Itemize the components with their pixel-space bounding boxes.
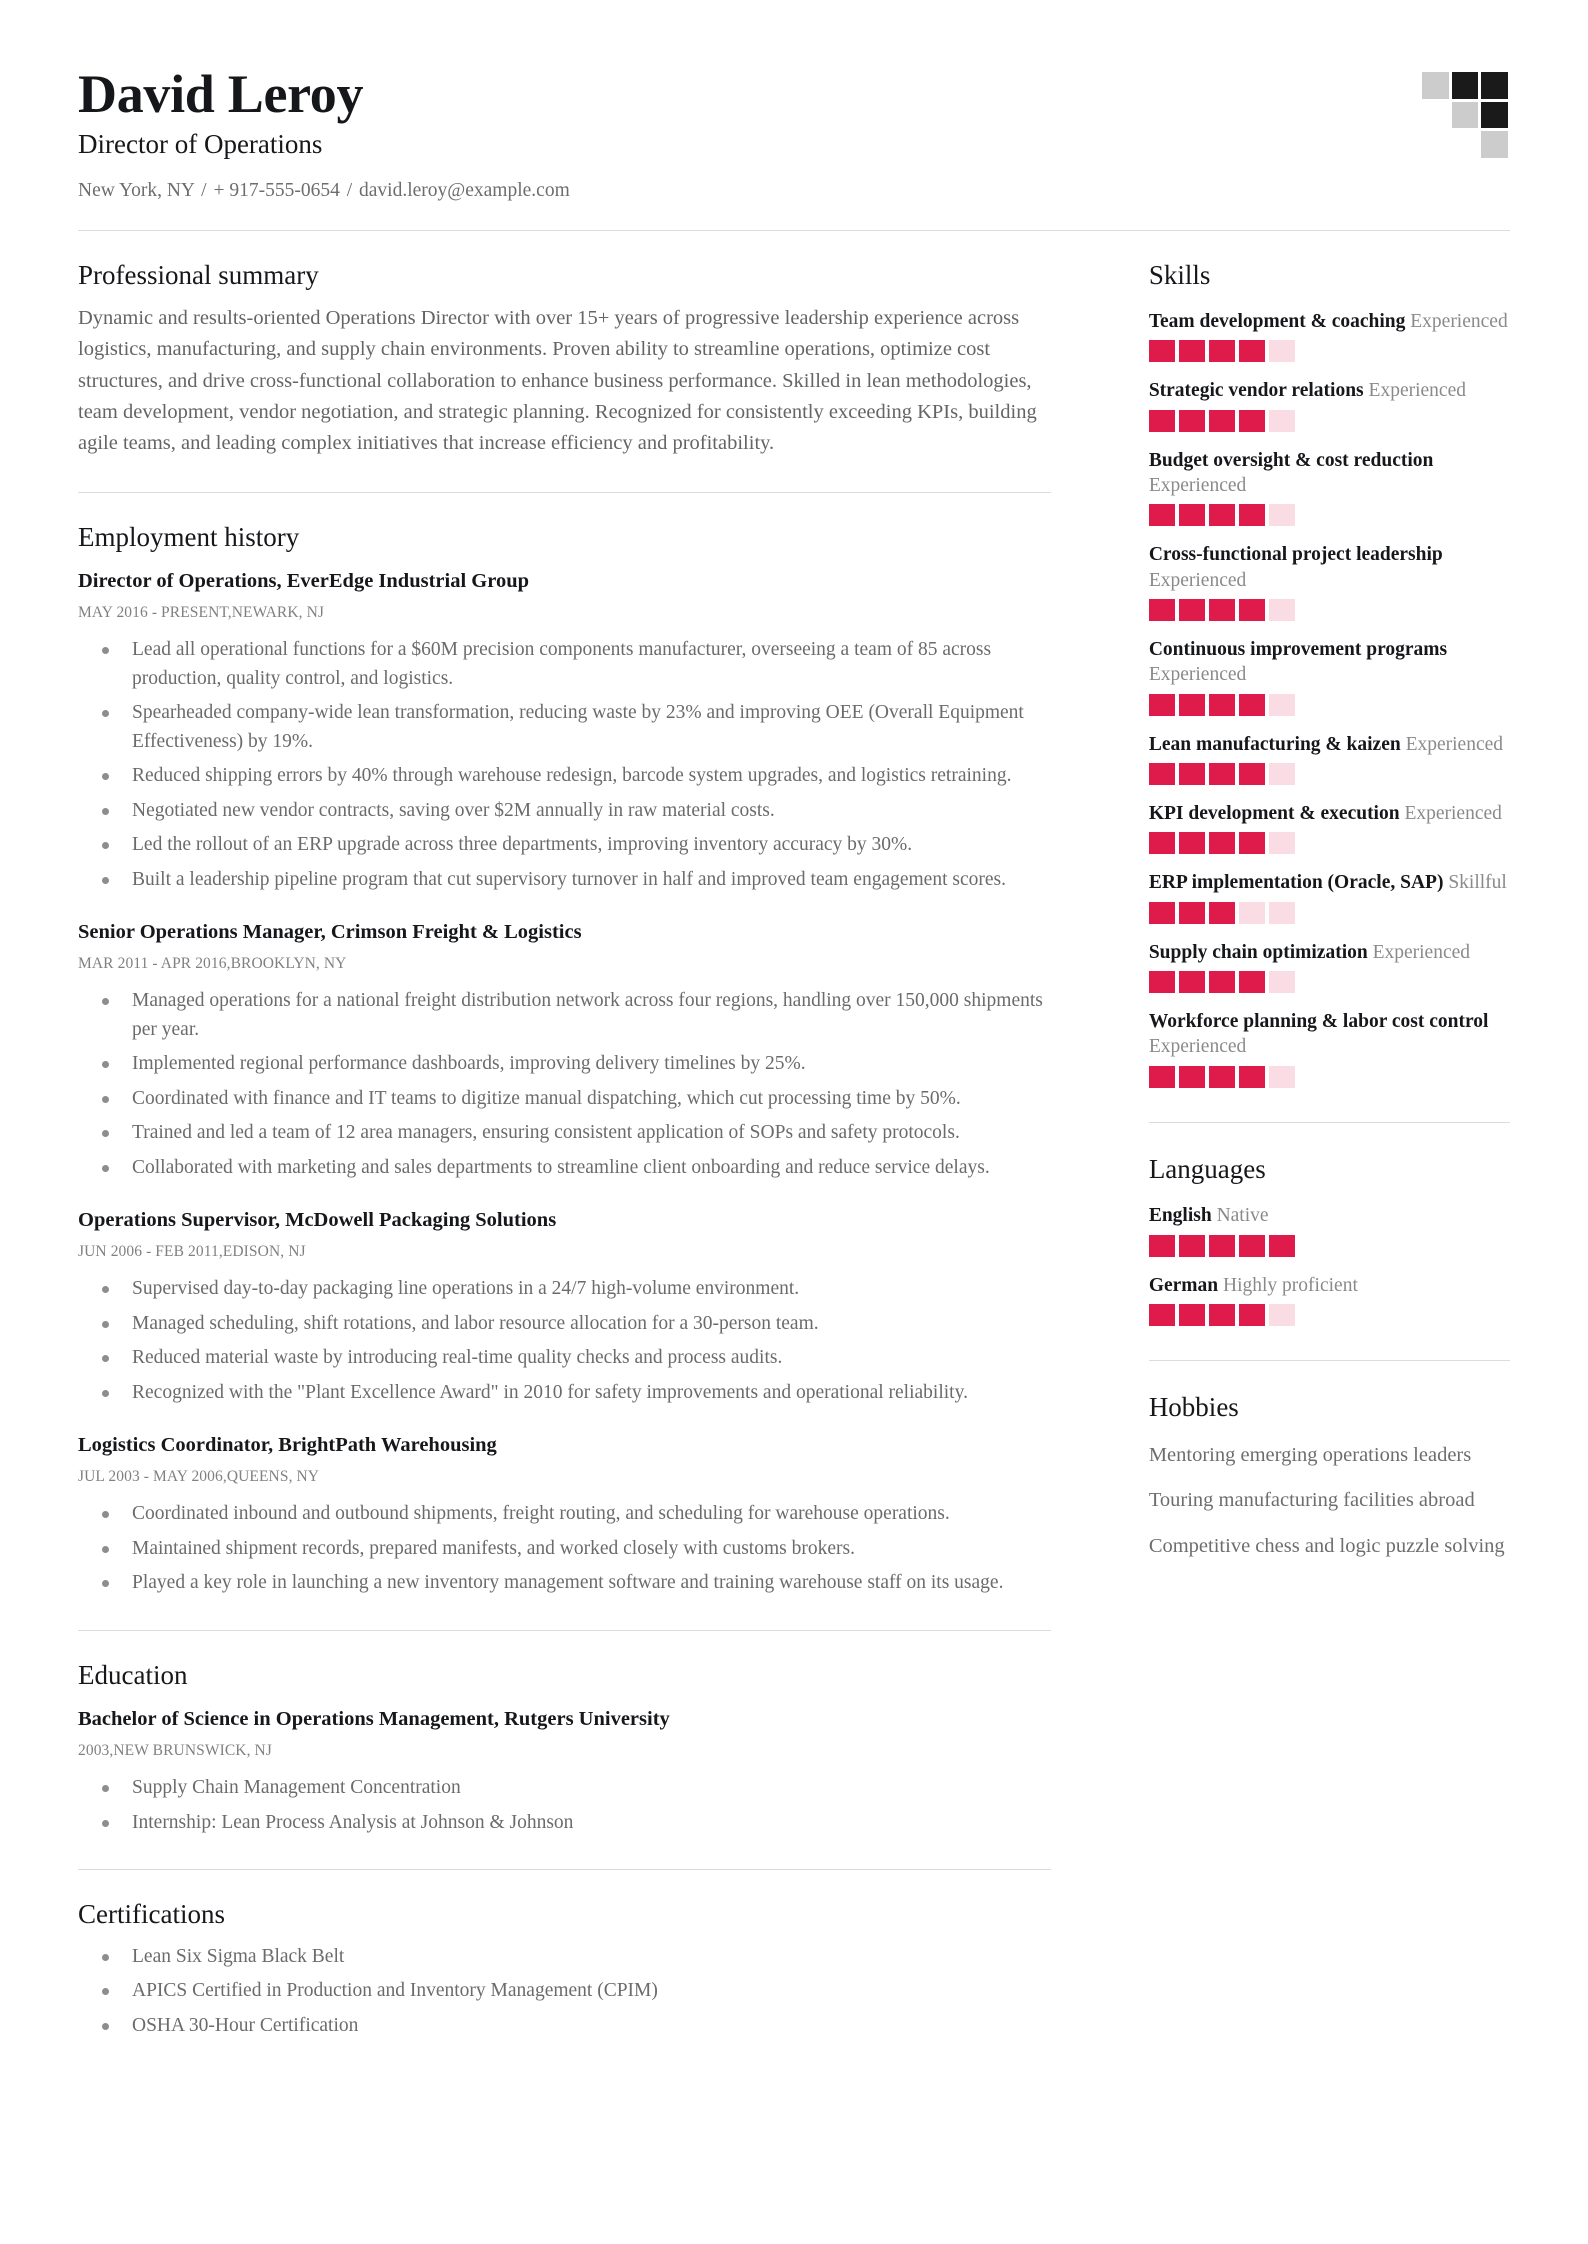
employment-bullet: Reduced shipping errors by 40% through warehouse redesign, barcode system upgrades, and logistics retraining.: [78, 762, 1051, 790]
contact-line: [78, 178, 570, 203]
skill-label: Strategic vendor relations Experienced: [1148, 380, 1466, 402]
skill-rating-unit: [1149, 763, 1175, 785]
language-rating-unit: [1269, 1304, 1295, 1326]
skill-rating-unit: [1179, 340, 1205, 362]
skill-rating-unit: [1149, 902, 1175, 924]
skill-rating-unit: [1239, 694, 1265, 716]
employment-entry-meta: MAR 2011 - APR 2016,BROOKLYN, NY: [78, 954, 347, 972]
skill-rating-bar: [1149, 763, 1510, 785]
skill-rating-bar: [1149, 340, 1510, 362]
skill-label: Team development & coaching Experienced: [1148, 311, 1508, 333]
education-entry-title: Bachelor of Science in Operations Management, Rutgers University: [78, 1708, 670, 1731]
logo-cell-5: [1481, 102, 1508, 129]
skill-label: KPI development & execution Experienced: [1148, 803, 1502, 825]
logo-mark-icon: [1422, 72, 1508, 158]
sidebar-divider-2: [1149, 1360, 1510, 1361]
skill-label: Lean manufacturing & kaizen Experienced: [1148, 733, 1504, 755]
skill-label: Supply chain optimization Experienced: [1148, 941, 1471, 963]
employment-entry-bullets: [78, 1500, 1051, 1597]
certifications-bullets: [78, 1943, 1051, 2040]
skill-level: Skillful: [1448, 872, 1507, 894]
employment-entry-title: Logistics Coordinator, BrightPath Warehousing: [78, 1434, 497, 1457]
language-rating-bar: [1149, 1235, 1510, 1257]
education-entry-meta: 2003,NEW BRUNSWICK, NJ: [78, 1741, 272, 1759]
skill-label: Continuous improvement programs Experienced: [1148, 639, 1448, 686]
contact-location: New York, NY: [78, 180, 195, 202]
skill-rating-unit: [1149, 1066, 1175, 1088]
employment-bullet: Spearheaded company-wide lean transformation, reducing waste by 23% and improving OEE (Overall Equipment Effectiveness) by 19%.: [78, 699, 1051, 756]
skill-rating-unit: [1269, 504, 1295, 526]
employment-bullet: Coordinated inbound and outbound shipments, freight routing, and scheduling for warehouse operations.: [78, 1500, 1051, 1528]
section-title-summary: Professional summary: [78, 259, 319, 290]
content-columns: [78, 231, 1510, 2046]
education-entries: [78, 1707, 1051, 1837]
language-item: [1149, 1273, 1510, 1326]
skill-level: Experienced: [1148, 1036, 1247, 1058]
skill-rating-unit: [1209, 694, 1235, 716]
skill-level: Experienced: [1148, 475, 1247, 497]
employment-entry: [78, 569, 1051, 894]
skill-rating-unit: [1239, 504, 1265, 526]
skill-rating-unit: [1179, 832, 1205, 854]
skill-rating-unit: [1209, 902, 1235, 924]
skill-rating-bar: [1149, 599, 1510, 621]
employment-entry: [78, 1208, 1051, 1407]
section-professional-summary: [78, 231, 1051, 460]
employment-entry: [78, 920, 1051, 1182]
section-title-hobbies: Hobbies: [1148, 1391, 1239, 1422]
skill-label: Cross-functional project leadership Experienced: [1148, 544, 1443, 591]
employment-entry-bullets: [78, 987, 1051, 1182]
skill-rating-unit: [1209, 1066, 1235, 1088]
education-entry: [78, 1707, 1051, 1837]
logo-cell-4: [1452, 102, 1479, 129]
language-level: Highly proficient: [1223, 1274, 1358, 1296]
employment-entry-bullets: [78, 636, 1051, 894]
logo-cell-8: [1481, 131, 1508, 158]
skill-item: [1149, 378, 1510, 431]
skill-rating-unit: [1239, 599, 1265, 621]
skill-item: [1149, 448, 1510, 527]
skill-level: Experienced: [1410, 311, 1508, 333]
skill-rating-unit: [1239, 971, 1265, 993]
skill-rating-unit: [1179, 971, 1205, 993]
employment-entry-bullets: [78, 1275, 1051, 1407]
skill-rating-unit: [1149, 410, 1175, 432]
employment-bullet: Managed scheduling, shift rotations, and labor resource allocation for a 30-person team.: [78, 1310, 1051, 1338]
skill-rating-bar: [1149, 832, 1510, 854]
skill-rating-unit: [1239, 410, 1265, 432]
resume-header: [78, 62, 1510, 230]
skill-rating-unit: [1179, 410, 1205, 432]
page-title: David Leroy: [78, 64, 364, 124]
logo-cell-1: [1452, 72, 1479, 99]
section-title-languages: Languages: [1148, 1153, 1266, 1184]
skill-level: Experienced: [1372, 941, 1471, 963]
employment-bullet: Maintained shipment records, prepared manifests, and worked closely with customs brokers.: [78, 1535, 1051, 1563]
skill-rating-bar: [1149, 694, 1510, 716]
skill-label: Budget oversight & cost reduction Experienced: [1148, 449, 1434, 497]
skill-level: Experienced: [1404, 803, 1502, 825]
sidebar-divider-1: [1149, 1122, 1510, 1123]
skill-rating-unit: [1179, 1066, 1205, 1088]
language-rating-unit: [1149, 1235, 1175, 1257]
language-rating-unit: [1179, 1235, 1205, 1257]
skill-rating-unit: [1209, 410, 1235, 432]
hobby-item: Competitive chess and logic puzzle solving: [1148, 1534, 1505, 1557]
employment-entry-meta: JUL 2003 - MAY 2006,QUEENS, NY: [78, 1467, 320, 1485]
skills-list: [1149, 309, 1510, 1088]
language-item: [1149, 1203, 1510, 1256]
skill-rating-unit: [1269, 1066, 1295, 1088]
sidebar-column: [1091, 231, 1510, 1577]
certification-bullet: OSHA 30-Hour Certification: [78, 2012, 1051, 2040]
skill-rating-unit: [1269, 763, 1295, 785]
language-label: German Highly proficient: [1148, 1274, 1358, 1296]
skill-rating-unit: [1239, 763, 1265, 785]
skill-rating-unit: [1149, 599, 1175, 621]
skill-item: [1149, 309, 1510, 362]
skill-rating-unit: [1209, 971, 1235, 993]
employment-bullet: Collaborated with marketing and sales departments to streamline client onboarding and reduce service delays.: [78, 1154, 1051, 1182]
section-skills: [1149, 259, 1510, 1088]
logo-cell-3: [1422, 102, 1449, 129]
employment-entry-title: Senior Operations Manager, Crimson Freight & Logistics: [78, 921, 582, 944]
employment-bullet: Played a key role in launching a new inventory management software and training warehouse staff on its usage.: [78, 1569, 1051, 1597]
skill-rating-unit: [1149, 504, 1175, 526]
logo-cell-6: [1422, 131, 1449, 158]
skill-level: Experienced: [1148, 569, 1247, 591]
certification-bullet: APICS Certified in Production and Inventory Management (CPIM): [78, 1977, 1051, 2005]
skill-item: [1149, 870, 1510, 923]
employment-entry-title: Director of Operations, EverEdge Industrial Group: [78, 570, 529, 593]
language-rating-unit: [1209, 1235, 1235, 1257]
skill-rating-bar: [1149, 902, 1510, 924]
section-certifications: [78, 1870, 1051, 2040]
skill-level: Experienced: [1405, 733, 1504, 755]
contact-phone: + 917-555-0654: [213, 180, 340, 202]
skill-item: [1149, 801, 1510, 854]
contact-email: david.leroy@example.com: [359, 180, 570, 202]
language-rating-unit: [1269, 1235, 1295, 1257]
language-rating-unit: [1239, 1235, 1265, 1257]
employment-bullet: Negotiated new vendor contracts, saving over $2M annually in raw material costs.: [78, 797, 1051, 825]
section-employment-history: [78, 493, 1051, 1598]
language-rating-unit: [1179, 1304, 1205, 1326]
hobbies-list: [1149, 1441, 1510, 1560]
hobby-item: Touring manufacturing facilities abroad: [1148, 1489, 1475, 1512]
employment-bullet: Reduced material waste by introducing real-time quality checks and process audits.: [78, 1344, 1051, 1372]
employment-bullet: Built a leadership pipeline program that cut supervisory turnover in half and improved team engagement scores.: [78, 866, 1051, 894]
skill-rating-unit: [1149, 694, 1175, 716]
section-languages: [1149, 1153, 1510, 1326]
language-level: Native: [1216, 1205, 1269, 1227]
employment-bullet: Recognized with the "Plant Excellence Award" in 2010 for safety improvements and operational reliability.: [78, 1379, 1051, 1407]
skill-rating-unit: [1209, 504, 1235, 526]
logo-cell-2: [1481, 72, 1508, 99]
employment-entry: [78, 1433, 1051, 1598]
education-entry-bullets: [78, 1774, 1051, 1837]
skill-item: [1149, 542, 1510, 621]
skill-label: Workforce planning & labor cost control Experienced: [1148, 1011, 1489, 1058]
employment-bullet: Lead all operational functions for a $60M precision components manufacturer, overseeing a team of 85 across production, quality control, and logistics.: [78, 636, 1051, 693]
employment-bullet: Supervised day-to-day packaging line operations in a 24/7 high-volume environment.: [78, 1275, 1051, 1303]
skill-rating-unit: [1209, 832, 1235, 854]
job-title: Director of Operations: [78, 129, 323, 160]
skill-rating-unit: [1179, 763, 1205, 785]
skill-rating-unit: [1269, 410, 1295, 432]
skill-rating-unit: [1239, 340, 1265, 362]
skill-rating-bar: [1149, 1066, 1510, 1088]
hobby-item: Mentoring emerging operations leaders: [1148, 1444, 1472, 1467]
section-title-employment: Employment history: [78, 521, 300, 552]
skill-rating-unit: [1149, 971, 1175, 993]
skill-rating-unit: [1179, 902, 1205, 924]
skill-rating-unit: [1179, 504, 1205, 526]
skill-rating-unit: [1209, 340, 1235, 362]
skill-rating-bar: [1149, 410, 1510, 432]
certification-bullet: Lean Six Sigma Black Belt: [78, 1943, 1051, 1971]
skill-rating-bar: [1149, 971, 1510, 993]
employment-entry-title: Operations Supervisor, McDowell Packaging Solutions: [78, 1209, 557, 1232]
language-label: English Native: [1148, 1205, 1269, 1227]
employment-entries: [78, 569, 1051, 1598]
education-bullet: Internship: Lean Process Analysis at Johnson & Johnson: [78, 1809, 1051, 1837]
employment-bullet: Implemented regional performance dashboards, improving delivery timelines by 25%.: [78, 1050, 1051, 1078]
section-title-certifications: Certifications: [78, 1899, 225, 1930]
employment-bullet: Led the rollout of an ERP upgrade across three departments, improving inventory accuracy by 30%.: [78, 831, 1051, 859]
main-column: [78, 231, 1091, 2046]
skill-rating-unit: [1179, 599, 1205, 621]
skill-rating-unit: [1209, 763, 1235, 785]
skill-rating-unit: [1269, 599, 1295, 621]
skill-rating-unit: [1269, 832, 1295, 854]
skill-item: [1149, 637, 1510, 716]
skill-rating-unit: [1149, 832, 1175, 854]
logo-cell-7: [1452, 131, 1479, 158]
languages-list: [1149, 1203, 1510, 1326]
skill-label: ERP implementation (Oracle, SAP) Skillful: [1148, 872, 1507, 894]
skill-item: [1149, 940, 1510, 993]
skill-rating-unit: [1239, 902, 1265, 924]
education-bullet: Supply Chain Management Concentration: [78, 1774, 1051, 1802]
skill-item: [1149, 1009, 1510, 1088]
skill-rating-unit: [1269, 902, 1295, 924]
skill-rating-unit: [1269, 340, 1295, 362]
identity-block: [78, 62, 570, 204]
skill-level: Experienced: [1148, 664, 1247, 686]
skill-rating-bar: [1149, 504, 1510, 526]
language-rating-unit: [1149, 1304, 1175, 1326]
employment-entry-meta: MAY 2016 - PRESENT,NEWARK, NJ: [78, 603, 325, 621]
logo-cell-0: [1422, 72, 1449, 99]
section-title-skills: Skills: [1148, 259, 1211, 290]
skill-rating-unit: [1239, 1066, 1265, 1088]
summary-text: Dynamic and results-oriented Operations Director with over 15+ years of progressive leadership experience across logistics, manufacturing, and supply chain environments. Proven ability to streamline operations, optimize cost structures, and drive cross-functional collaboration to enhance business performance. Skilled in lean methodologies, team development, vendor negotiation, and strategic planning. Recognized for consistently exceeding KPIs, building agile teams, and leading complex initiatives that increase efficiency and profitability.: [78, 307, 1037, 455]
skill-rating-unit: [1269, 694, 1295, 716]
skill-rating-unit: [1269, 971, 1295, 993]
employment-bullet: Trained and led a team of 12 area managers, ensuring consistent application of SOPs and safety protocols.: [78, 1119, 1051, 1147]
skill-item: [1149, 732, 1510, 785]
section-education: [78, 1631, 1051, 1838]
contact-separator-1: /: [201, 180, 207, 202]
section-title-education: Education: [78, 1659, 188, 1690]
language-rating-unit: [1209, 1304, 1235, 1326]
skill-rating-unit: [1239, 832, 1265, 854]
skill-rating-unit: [1179, 694, 1205, 716]
language-rating-bar: [1149, 1304, 1510, 1326]
skill-rating-unit: [1209, 599, 1235, 621]
skill-level: Experienced: [1368, 380, 1466, 402]
employment-bullet: Managed operations for a national freight distribution network across four regions, handling over 150,000 shipments per year.: [78, 987, 1051, 1044]
contact-separator-2: /: [346, 180, 353, 202]
employment-bullet: Coordinated with finance and IT teams to digitize manual dispatching, which cut processing time by 50%.: [78, 1085, 1051, 1113]
language-rating-unit: [1239, 1304, 1265, 1326]
employment-entry-meta: JUN 2006 - FEB 2011,EDISON, NJ: [78, 1242, 306, 1260]
section-hobbies: [1149, 1391, 1510, 1561]
skill-rating-unit: [1149, 340, 1175, 362]
